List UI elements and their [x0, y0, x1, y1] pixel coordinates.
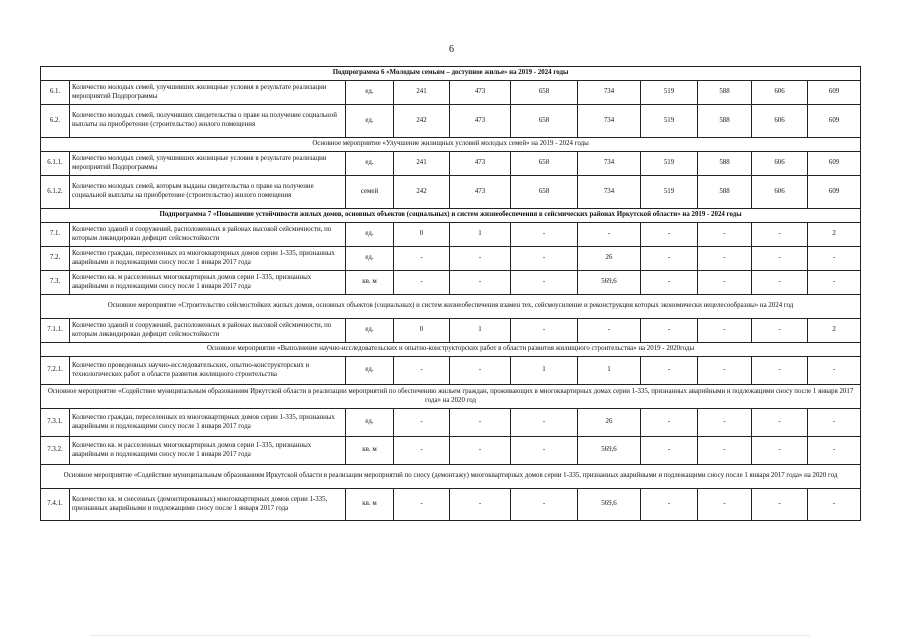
- value-cell: -: [394, 409, 450, 437]
- section-title: Подпрограмма 6 «Молодым семьям – доступное жилье» на 2019 - 2024 годы: [41, 67, 861, 81]
- value-cell: 588: [698, 176, 752, 209]
- unit-cell: ед.: [346, 105, 394, 138]
- value-cell: 0: [394, 319, 450, 343]
- value-cell: -: [511, 271, 578, 295]
- value-cell: -: [511, 489, 578, 521]
- value-cell: -: [450, 489, 511, 521]
- value-cell: -: [641, 319, 698, 343]
- value-cell: 519: [641, 81, 698, 105]
- value-cell: -: [698, 489, 752, 521]
- value-cell: 473: [450, 176, 511, 209]
- row-number: 7.3.: [41, 271, 70, 295]
- value-cell: -: [641, 489, 698, 521]
- unit-cell: ед.: [346, 319, 394, 343]
- value-cell: 473: [450, 152, 511, 176]
- value-cell: -: [752, 319, 808, 343]
- value-cell: -: [450, 409, 511, 437]
- value-cell: -: [752, 489, 808, 521]
- row-number: 7.2.1.: [41, 357, 70, 385]
- value-cell: -: [394, 437, 450, 465]
- value-cell: 473: [450, 81, 511, 105]
- value-cell: -: [511, 319, 578, 343]
- value-cell: -: [641, 247, 698, 271]
- value-cell: 609: [808, 152, 861, 176]
- value-cell: -: [698, 409, 752, 437]
- value-cell: 606: [752, 176, 808, 209]
- row-number: 7.4.1.: [41, 489, 70, 521]
- indicators-table: [40, 66, 861, 521]
- value-cell: 26: [578, 409, 641, 437]
- row-number: 7.3.1.: [41, 409, 70, 437]
- indicator-name: Количество граждан, переселенных из многоквартирных домов серии 1-335, признанных аварийными и подлежащими сносу после 1 января 2017 года: [70, 409, 346, 437]
- indicator-name: Количество зданий и сооружений, расположенных в районах высокой сейсмичности, по которым ликвидирован дефицит сейсмостойкости: [70, 223, 346, 247]
- value-cell: 734: [578, 152, 641, 176]
- unit-cell: ед.: [346, 357, 394, 385]
- row-number: 7.1.1.: [41, 319, 70, 343]
- value-cell: -: [578, 223, 641, 247]
- row-number: 7.3.2.: [41, 437, 70, 465]
- table-row: [41, 247, 861, 271]
- value-cell: -: [752, 409, 808, 437]
- value-cell: -: [641, 223, 698, 247]
- indicator-name: Количество молодых семей, получивших свидетельства о праве на получение социальной выплаты на приобретение (строительство) жилого помещения: [70, 105, 346, 138]
- value-cell: -: [450, 437, 511, 465]
- value-cell: -: [578, 319, 641, 343]
- table-row: [41, 319, 861, 343]
- value-cell: -: [394, 247, 450, 271]
- unit-cell: семей: [346, 176, 394, 209]
- value-cell: -: [641, 271, 698, 295]
- section-title: Основное мероприятие «Строительство сейсмостойких жилых домов, основных объектов (социальных) и систем жизнеобеспечения взамен тех, сейсмоусиление и реконструкция которых экономически нецелесообразны» на 2024 год: [41, 295, 861, 319]
- unit-cell: кв. м: [346, 437, 394, 465]
- table-row: [41, 223, 861, 247]
- table-row: [41, 409, 861, 437]
- section-title: Основное мероприятие «Содействие муниципальным образованиям Иркутской области в реализации мероприятий по обеспечению жильем граждан, проживающих в многоквартирных домах серии 1-335, признанных аварийными и подлежащими сносу после 1 января 2017 года» на 2020 год: [41, 385, 861, 409]
- indicator-name: Количество кв. м снесенных (демонтированных) многоквартирных домов серии 1-335, признанных аварийными и подлежащими сносу после 1 января 2017 года: [70, 489, 346, 521]
- value-cell: -: [698, 247, 752, 271]
- value-cell: -: [808, 271, 861, 295]
- table-row: [41, 105, 861, 138]
- value-cell: -: [641, 409, 698, 437]
- section-header-row: [41, 67, 861, 81]
- indicator-name: Количество молодых семей, улучшивших жилищные условия в результате реализации мероприятий Подпрограммы: [70, 152, 346, 176]
- indicator-name: Количество молодых семей, улучшивших жилищные условия в результате реализации мероприятий Подпрограммы: [70, 81, 346, 105]
- value-cell: 1: [578, 357, 641, 385]
- unit-cell: ед.: [346, 409, 394, 437]
- section-header-row: [41, 138, 861, 152]
- value-cell: 609: [808, 176, 861, 209]
- row-number: 7.2.: [41, 247, 70, 271]
- value-cell: -: [511, 223, 578, 247]
- value-cell: 588: [698, 105, 752, 138]
- value-cell: 569,6: [578, 489, 641, 521]
- value-cell: 2: [808, 223, 861, 247]
- row-number: 6.2.: [41, 105, 70, 138]
- indicator-name: Количество проведенных научно-исследовательских, опытно-конструкторских и технологических работ в области развития жилищного строительства: [70, 357, 346, 385]
- section-header-row: [41, 209, 861, 223]
- unit-cell: ед.: [346, 81, 394, 105]
- row-number: 7.1.: [41, 223, 70, 247]
- value-cell: -: [808, 247, 861, 271]
- value-cell: 658: [511, 105, 578, 138]
- table-body: [41, 67, 861, 521]
- value-cell: -: [511, 247, 578, 271]
- value-cell: -: [808, 437, 861, 465]
- value-cell: -: [752, 247, 808, 271]
- value-cell: -: [511, 437, 578, 465]
- value-cell: -: [752, 223, 808, 247]
- value-cell: 734: [578, 81, 641, 105]
- value-cell: 241: [394, 152, 450, 176]
- value-cell: -: [511, 409, 578, 437]
- table-row: [41, 489, 861, 521]
- value-cell: 734: [578, 176, 641, 209]
- value-cell: 606: [752, 81, 808, 105]
- row-number: 6.1.2.: [41, 176, 70, 209]
- value-cell: 26: [578, 247, 641, 271]
- value-cell: -: [450, 357, 511, 385]
- value-cell: 242: [394, 105, 450, 138]
- indicator-name: Количество молодых семей, которым выданы свидетельства о праве на получение социальной выплаты на приобретение (строительство) жилого помещения: [70, 176, 346, 209]
- section-header-row: [41, 295, 861, 319]
- value-cell: -: [698, 223, 752, 247]
- value-cell: 519: [641, 152, 698, 176]
- value-cell: 658: [511, 176, 578, 209]
- row-number: 6.1.: [41, 81, 70, 105]
- row-number: 6.1.1.: [41, 152, 70, 176]
- indicator-name: Количество кв. м расселенных многоквартирных домов серии 1-335, признанных аварийными и подлежащими сносу после 1 января 2017 года: [70, 271, 346, 295]
- value-cell: -: [698, 437, 752, 465]
- indicator-name: Количество зданий и сооружений, расположенных в районах высокой сейсмичности, по которым ликвидирован дефицит сейсмостойкости: [70, 319, 346, 343]
- value-cell: -: [450, 271, 511, 295]
- table-row: [41, 81, 861, 105]
- section-title: Основное мероприятие «Выполнение научно-исследовательских и опытно-конструкторских работ в области развития жилищного строительства» на 2019 - 2020годы: [41, 343, 861, 357]
- scan-edge-shadow: [0, 632, 903, 639]
- value-cell: -: [641, 437, 698, 465]
- value-cell: 569,6: [578, 271, 641, 295]
- value-cell: 588: [698, 81, 752, 105]
- value-cell: -: [808, 489, 861, 521]
- value-cell: -: [808, 409, 861, 437]
- value-cell: -: [698, 319, 752, 343]
- value-cell: -: [752, 357, 808, 385]
- value-cell: -: [698, 357, 752, 385]
- unit-cell: ед.: [346, 152, 394, 176]
- section-title: Подпрограмма 7 «Повышение устойчивости жилых домов, основных объектов (социальных) и систем жизнеобеспечения в сейсмических районах Иркутской области» на 2019 - 2024 годы: [41, 209, 861, 223]
- value-cell: -: [808, 357, 861, 385]
- value-cell: 242: [394, 176, 450, 209]
- value-cell: 1: [450, 223, 511, 247]
- table-row: [41, 437, 861, 465]
- unit-cell: кв. м: [346, 271, 394, 295]
- table-row: [41, 152, 861, 176]
- value-cell: 658: [511, 81, 578, 105]
- section-header-row: [41, 385, 861, 409]
- value-cell: 519: [641, 105, 698, 138]
- unit-cell: ед.: [346, 247, 394, 271]
- value-cell: 609: [808, 105, 861, 138]
- section-header-row: [41, 343, 861, 357]
- value-cell: 473: [450, 105, 511, 138]
- value-cell: -: [641, 357, 698, 385]
- value-cell: -: [450, 247, 511, 271]
- value-cell: 606: [752, 105, 808, 138]
- value-cell: -: [394, 357, 450, 385]
- page-number: 6: [449, 44, 454, 55]
- value-cell: -: [394, 489, 450, 521]
- value-cell: 1: [511, 357, 578, 385]
- value-cell: 2: [808, 319, 861, 343]
- table-row: [41, 176, 861, 209]
- value-cell: 1: [450, 319, 511, 343]
- section-title: Основное мероприятие «Содействие муниципальным образованиям Иркутской области в реализации мероприятий по сносу (демонтажу) многоквартирных домов серии 1-335, признанных аварийными и подлежащими сносу после 1 января 2017 года» на 2020 год: [41, 465, 861, 489]
- value-cell: 241: [394, 81, 450, 105]
- table-row: [41, 271, 861, 295]
- table-row: [41, 357, 861, 385]
- value-cell: 658: [511, 152, 578, 176]
- value-cell: -: [752, 437, 808, 465]
- value-cell: 588: [698, 152, 752, 176]
- value-cell: 606: [752, 152, 808, 176]
- indicator-name: Количество кв. м расселенных многоквартирных домов серии 1-335, признанных аварийными и подлежащими сносу после 1 января 2017 года: [70, 437, 346, 465]
- value-cell: -: [698, 271, 752, 295]
- value-cell: -: [394, 271, 450, 295]
- indicator-name: Количество граждан, переселенных из многоквартирных домов серии 1-335, признанных аварийными и подлежащими сносу после 1 января 2017 года: [70, 247, 346, 271]
- value-cell: 609: [808, 81, 861, 105]
- value-cell: 734: [578, 105, 641, 138]
- unit-cell: ед.: [346, 223, 394, 247]
- section-title: Основное мероприятие «Улучшение жилищных условий молодых семей» на 2019 - 2024 годы: [41, 138, 861, 152]
- value-cell: -: [752, 271, 808, 295]
- value-cell: 519: [641, 176, 698, 209]
- value-cell: 569,6: [578, 437, 641, 465]
- section-header-row: [41, 465, 861, 489]
- value-cell: 0: [394, 223, 450, 247]
- unit-cell: кв. м: [346, 489, 394, 521]
